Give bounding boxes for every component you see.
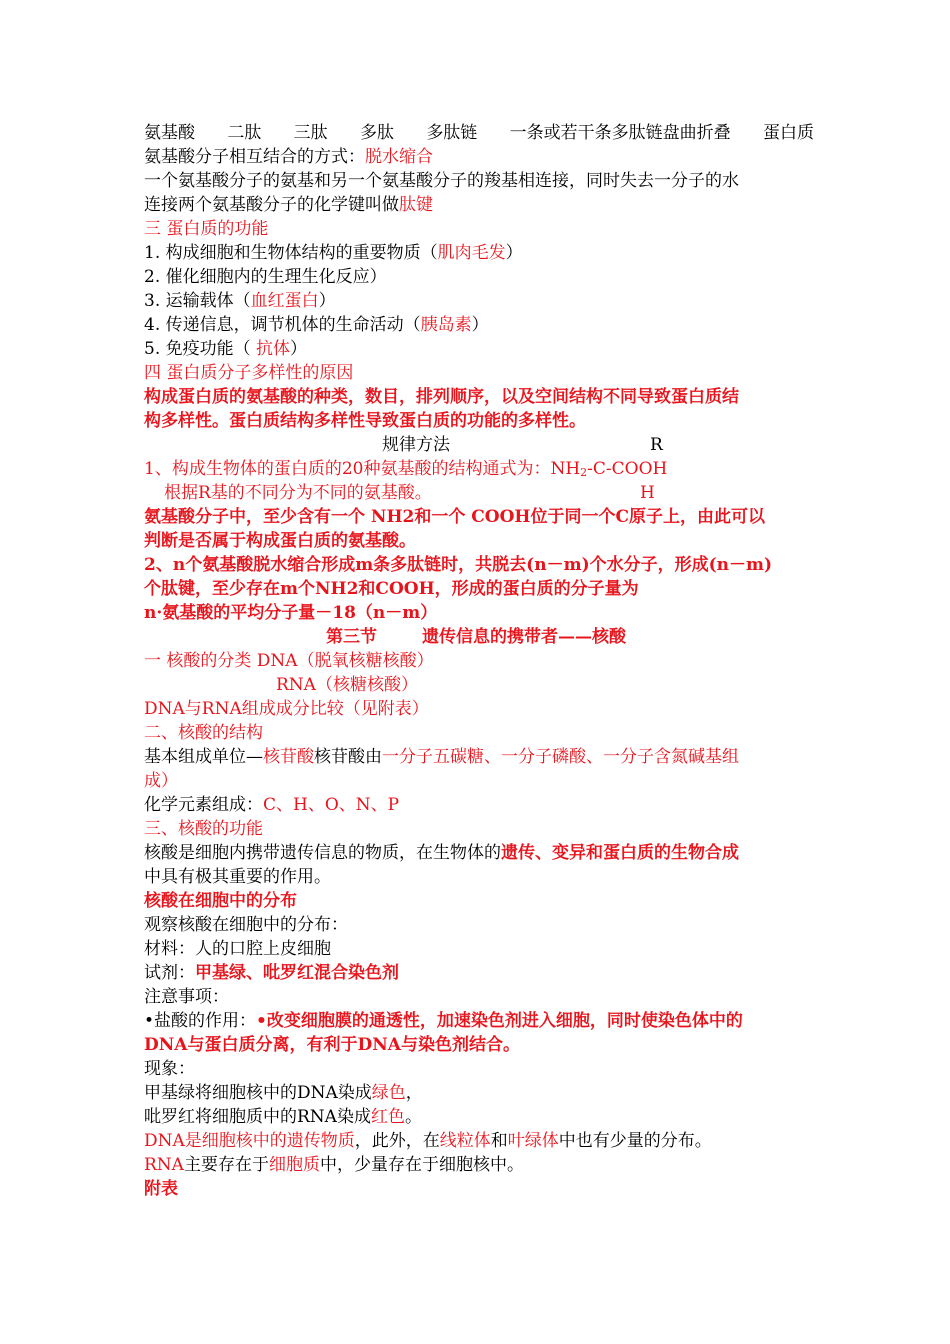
text-line: 构多样性。蛋白质结构多样性导致蛋白质的功能的多样性。 — [144, 411, 586, 431]
term-tripeptide: 三肽 — [293, 123, 328, 143]
section-heading: 核酸在细胞中的分布 — [144, 891, 297, 911]
section-heading: 三 蛋白质的功能 — [144, 219, 269, 239]
text-line: 构成蛋白质的氨基酸的种类，数目，排列顺序，以及空间结构不同导致蛋白质结 — [144, 387, 739, 407]
text-line: 现象： — [144, 1059, 195, 1079]
document-page — [144, 121, 814, 1201]
text-line: 试剂：甲基绿、吡罗红混合染色剂 — [144, 963, 399, 983]
text-line: 核酸是细胞内携带遗传信息的物质，在生物体的遗传、变异和蛋白质的生物合成 — [144, 843, 739, 863]
rule-heading-line — [144, 433, 814, 457]
text-line: 甲基绿将细胞核中的DNA染成绿色， — [144, 1083, 423, 1103]
text-line: 注意事项： — [144, 987, 229, 1007]
section-heading: 三、核酸的功能 — [144, 819, 263, 839]
text-line: 中具有极其重要的作用。 — [144, 867, 331, 887]
text-line: 材料：人的口腔上皮细胞 — [144, 939, 331, 959]
text-line: RNA（核糖核酸） — [276, 675, 418, 695]
text-line: 氨基酸分子中，至少含有一个 NH2和一个 COOH位于同一个C原子上，由此可以 — [144, 507, 766, 527]
text-line: 2、n个氨基酸脱水缩合形成m条多肽链时，共脱去(n－m)个水分子，形成(n－m) — [144, 555, 773, 575]
rule-heading: 规律方法 — [382, 435, 450, 455]
formula-h-atom: H — [640, 483, 655, 503]
text-line: 成） — [144, 771, 178, 791]
text-line: 基本组成单位—核苷酸核苷酸由一分子五碳糖、一分子磷酸、一分子含氮碱基组 — [144, 747, 739, 767]
appendix-label: 附表 — [144, 1179, 178, 1199]
text-line: •盐酸的作用：•改变细胞膜的通透性，加速染色剂进入细胞，同时使染色体中的 — [144, 1011, 743, 1031]
formula-r-group: R — [650, 435, 663, 455]
list-item: 5. 免疫功能（ 抗体） — [144, 339, 308, 359]
formula-line: 1、构成生物体的蛋白质的20种氨基酸的结构通式为：$NH_2-C$-COOH — [144, 459, 668, 479]
term-polypeptide: 多肽 — [359, 123, 394, 143]
section-heading: 二、核酸的结构 — [144, 723, 263, 743]
term-polypeptide-chain: 多肽链 — [426, 123, 478, 143]
text-line: 个肽键，至少存在m个NH2和COOH，形成的蛋白质的分子量为 — [144, 579, 639, 599]
list-item: 1. 构成细胞和生物体结构的重要物质（肌肉毛发） — [144, 243, 523, 263]
text-line: DNA与RNA组成成分比较（见附表） — [144, 699, 429, 719]
text-line: 根据R基的不同分为不同的氨基酸。 H — [164, 483, 655, 503]
list-item: 2. 催化细胞内的生理生化反应） — [144, 267, 387, 287]
text-line: DNA是细胞核中的遗传物质，此外，在线粒体和叶绿体中也有少量的分布。 — [144, 1131, 712, 1151]
term-protein: 蛋白质 — [762, 123, 814, 143]
section-heading: 四 蛋白质分子多样性的原因 — [144, 363, 354, 383]
text-line: n·氨基酸的平均分子量－18（n－m） — [144, 603, 438, 623]
text-line: 氨基酸分子相互结合的方式：脱水缩合 — [144, 147, 433, 167]
text-line: 连接两个氨基酸分子的化学键叫做肽键 — [144, 195, 433, 215]
highlight: 肽键 — [399, 195, 433, 215]
text-line: DNA与蛋白质分离，有利于DNA与染色剂结合。 — [144, 1035, 520, 1055]
term-folding: 一条或若干条多肽链盘曲折叠 — [509, 123, 731, 143]
text-line: 一个氨基酸分子的氨基和另一个氨基酸分子的羧基相连接，同时失去一分子的水 — [144, 171, 739, 191]
text-line: 一 核酸的分类 DNA（脱氧核糖核酸） — [144, 651, 434, 671]
protein-formation-sequence — [144, 121, 814, 145]
section-title: 第三节 遗传信息的携带者——核酸 — [326, 627, 626, 647]
text-line: 吡罗红将细胞质中的RNA染成红色。 — [144, 1107, 422, 1127]
text-line: 判断是否属于构成蛋白质的氨基酸。 — [144, 531, 416, 551]
highlight: 脱水缩合 — [365, 147, 433, 167]
list-item: 4. 传递信息，调节机体的生命活动（胰岛素） — [144, 315, 489, 335]
term-amino-acid: 氨基酸 — [144, 123, 195, 143]
term-dipeptide: 二肽 — [227, 123, 262, 143]
text-line: 观察核酸在细胞中的分布： — [144, 915, 348, 935]
list-item: 3. 运输载体（血红蛋白） — [144, 291, 336, 311]
text-line: 化学元素组成：C、H、O、N、P — [144, 795, 400, 815]
text-line: RNA主要存在于细胞质中，少量存在于细胞核中。 — [144, 1155, 524, 1175]
